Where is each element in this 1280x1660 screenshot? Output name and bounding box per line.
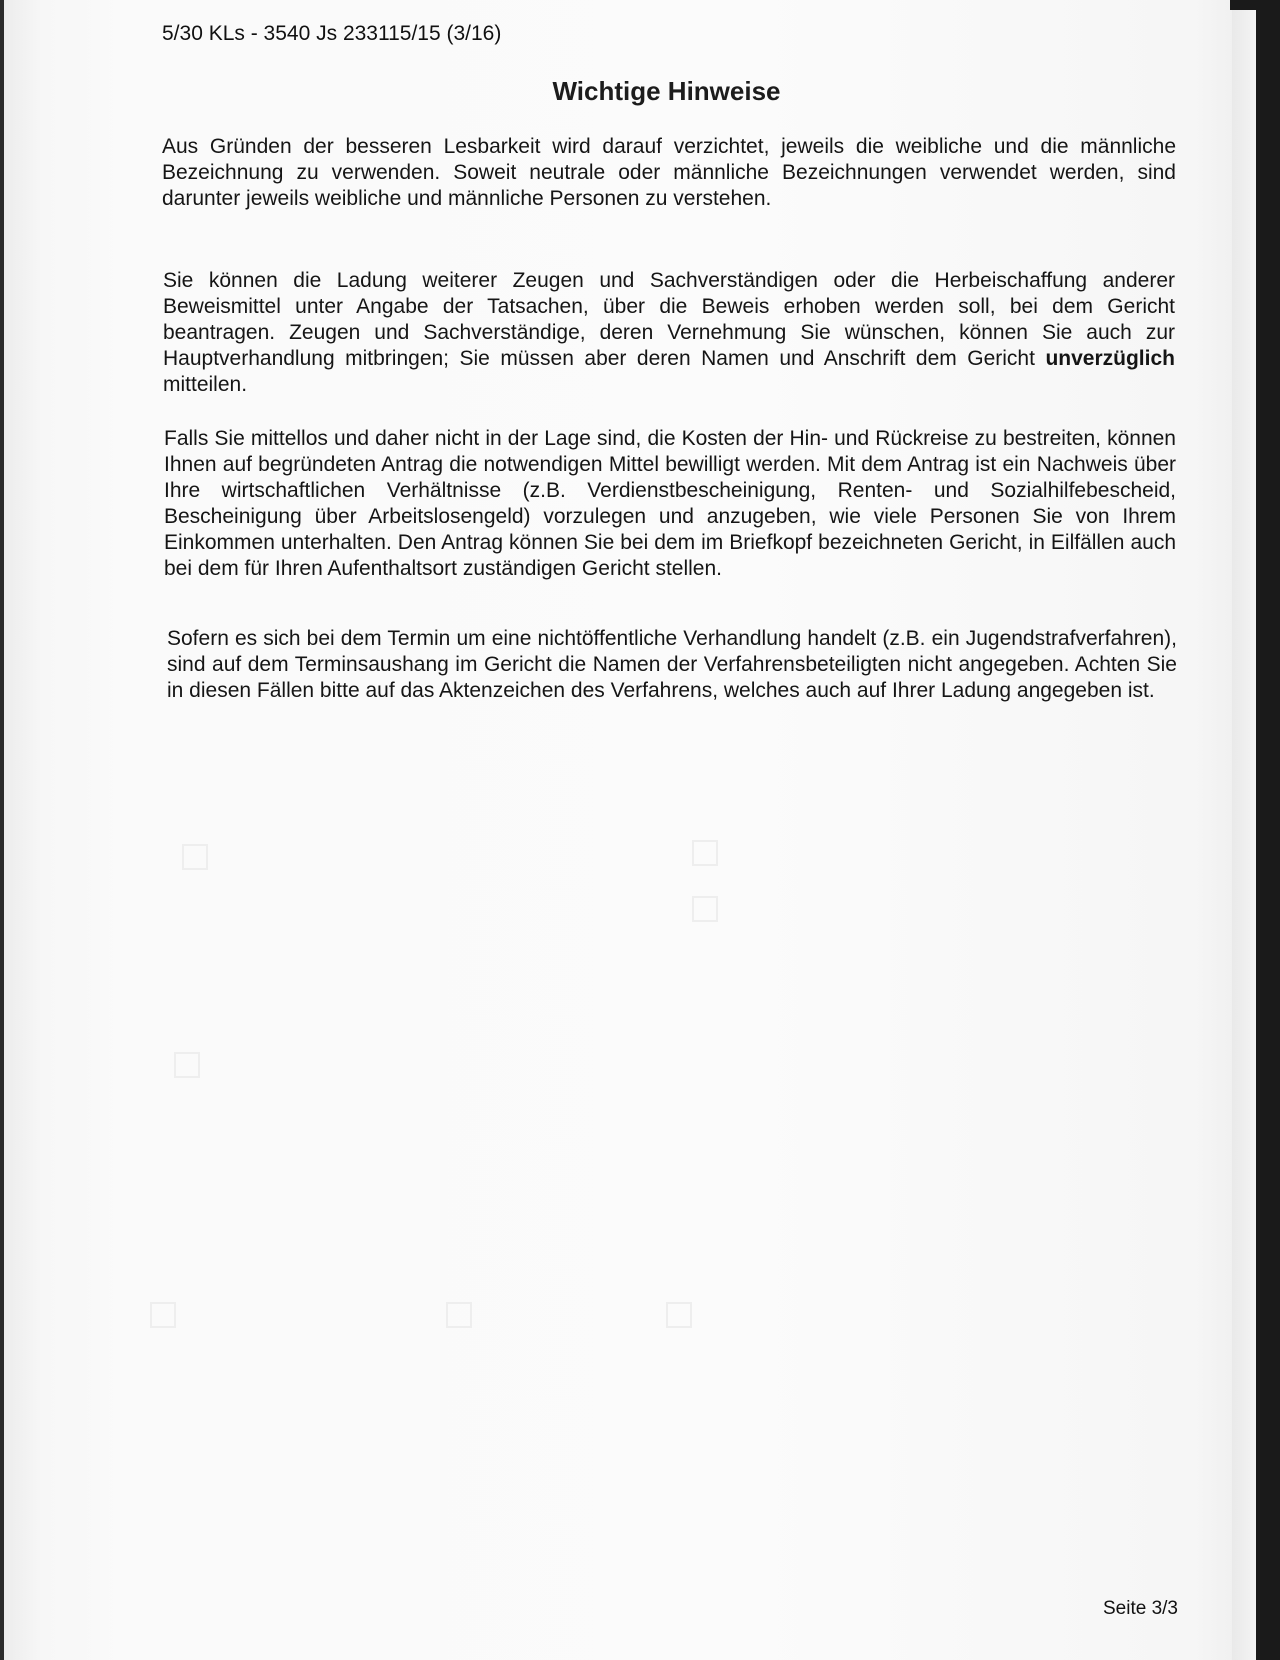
paragraph-witnesses-emphasis: unverzüglich — [1045, 347, 1175, 370]
show-through-checkbox — [174, 1052, 200, 1078]
page-number: Seite 3/3 — [1103, 1598, 1178, 1619]
show-through-checkbox — [666, 1302, 692, 1328]
page-title: Wichtige Hinweise — [552, 76, 781, 106]
paragraph-readability-note: Aus Gründen der besseren Lesbarkeit wird darauf verzichtet, jeweils die weibliche und die männliche Bezeichnung zu verwenden. Soweit neutrale oder männliche Bezeichnungen verwendet werden, sind darunter jeweils weibliche und männliche Personen zu verstehen. — [162, 135, 1176, 210]
paragraph-witnesses — [163, 268, 1175, 398]
paragraph-witnesses-text: Sie können die Ladung weiterer Zeugen und Sachverständigen oder die Herbeischaffung anderer Beweismittel unter Angabe der Tatsachen, über die Beweis erhoben werden soll, bei dem Gericht beantragen. Zeugen und Sachverständige, deren Vernehmung Sie wünschen, können Sie auch zur Hauptverhandlung mitbringen; Sie müssen aber deren Namen und Anschrift dem Gericht — [163, 269, 1175, 370]
paragraph-nonpublic-hearing: Sofern es sich bei dem Termin um eine nichtöffentliche Verhandlung handelt (z.B. ein Jugendstrafverfahren), sind auf dem Terminsaushang im Gericht die Namen der Verfahrensbeteiligten nicht angegeben. Achten Sie in diesen Fällen bitte auf das Aktenzeichen des Verfahrens, welches auch auf Ihrer Ladung angegeben ist. — [167, 627, 1177, 702]
show-through-checkbox — [182, 844, 208, 870]
paragraph-witnesses-end: mitteilen. — [163, 373, 248, 396]
scan-edge-strip — [1232, 10, 1256, 1660]
show-through-checkbox — [446, 1302, 472, 1328]
show-through-checkbox — [150, 1302, 176, 1328]
paragraph-travel-costs: Falls Sie mittellos und daher nicht in der Lage sind, die Kosten der Hin- und Rückreise zu bestreiten, können Ihnen auf begründeten Antrag die notwendigen Mittel bewilligt werden. Mit dem Antrag ist ein Nachweis über Ihre wirtschaftlichen Verhältnisse (z.B. Verdienstbescheinigung, Renten- und Sozialhilfebescheid, Bescheinigung über Arbeitslosengeld) vorzulegen und anzugeben, wie viele Personen Sie von Ihrem Einkommen unterhalten. Den Antrag können Sie bei dem im Briefkopf bezeichneten Gericht, in Eilfällen auch bei dem für Ihren Aufenthaltsort zuständigen Gericht stellen. — [164, 427, 1176, 580]
case-reference: 5/30 KLs - 3540 Js 233115/15 (3/16) — [162, 22, 502, 45]
scan-edge-mark — [1230, 0, 1256, 10]
show-through-checkbox — [692, 896, 718, 922]
show-through-checkbox — [692, 840, 718, 866]
